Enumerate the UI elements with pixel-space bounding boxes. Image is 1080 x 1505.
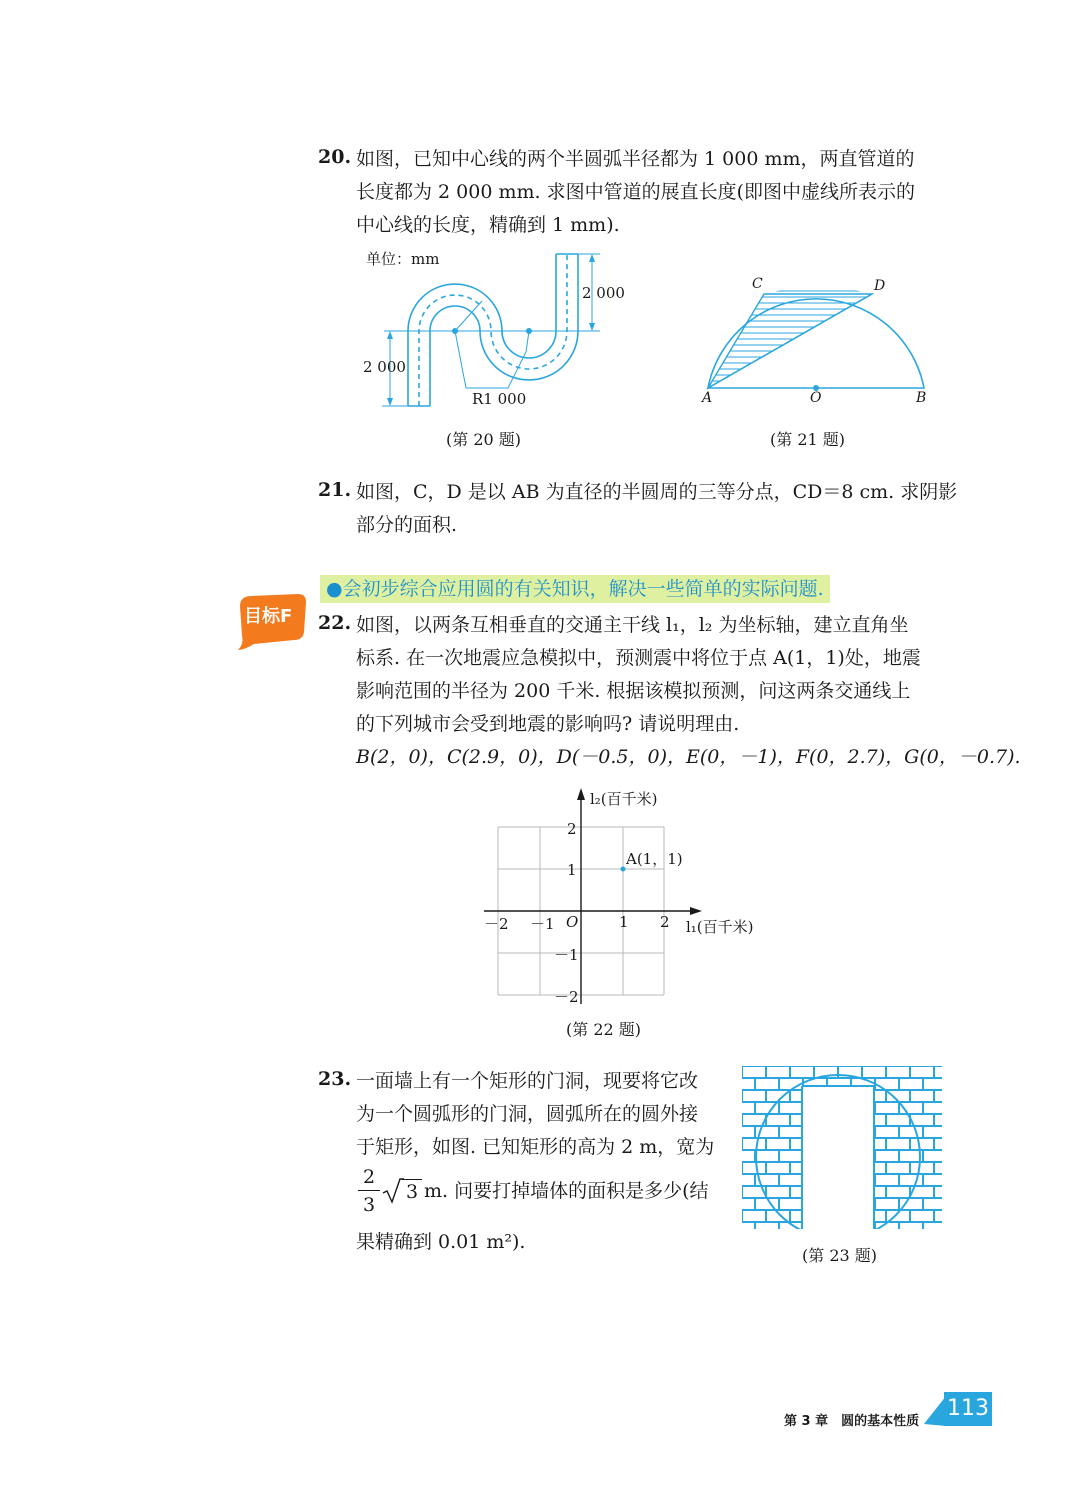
q22-points-line: B(2，0)，C(2.9，0)，D(－0.5，0)，E(0，－1)，F(0，2.7)，G(0，－0.7). [356, 746, 1021, 768]
q23-wall-figure [742, 1066, 942, 1229]
q23-line4 [356, 1166, 731, 1218]
q23-number: 23. [318, 1068, 352, 1090]
x-tick-label: －2 [484, 915, 509, 933]
brick [743, 1067, 765, 1077]
brick [935, 1187, 942, 1197]
brick [876, 1151, 898, 1161]
brick [935, 1091, 942, 1101]
brick [767, 1091, 789, 1101]
brick [743, 1091, 765, 1101]
badge-text: 目标F [244, 606, 293, 627]
dim-top-label: 2 000 [582, 284, 625, 302]
dim-left-label: 2 000 [363, 358, 406, 376]
brick [887, 1067, 909, 1077]
brick [900, 1175, 922, 1185]
page-tab-icon [924, 1396, 946, 1426]
brick [887, 1139, 909, 1149]
brick [887, 1091, 909, 1101]
brick [876, 1103, 898, 1113]
brick-wall-drawing [742, 1066, 942, 1229]
brick [887, 1163, 909, 1173]
y-tick-label: －2 [554, 988, 579, 1006]
q21-semicircle-figure [690, 270, 950, 415]
brick [743, 1211, 765, 1221]
q20-number: 20. [318, 146, 352, 168]
fraction-numerator: 2 [362, 1166, 376, 1188]
brick [900, 1223, 922, 1229]
brick [900, 1079, 922, 1089]
brick [780, 1199, 802, 1209]
q21-text [356, 476, 958, 542]
brick [911, 1163, 933, 1173]
q20-line: 中心线的长度，精确到 1 mm). [356, 214, 620, 236]
chapter-title: 第 3 章 圆的基本性质 [784, 1414, 920, 1429]
sqrt-icon [382, 1178, 404, 1204]
q22-line: 的下列城市会受到地震的影响吗? 请说明理由. [356, 713, 740, 735]
radius-label: R1 000 [472, 390, 527, 408]
brick [767, 1163, 789, 1173]
brick [791, 1067, 813, 1077]
brick [780, 1103, 802, 1113]
y-tick-label: －1 [554, 946, 579, 964]
brick [924, 1223, 942, 1229]
q22-number: 22. [318, 612, 352, 634]
point-c-label: C [752, 276, 763, 292]
brick [742, 1079, 754, 1089]
point-a-label: A [702, 390, 713, 406]
brick [924, 1079, 942, 1089]
coordinate-grid [478, 782, 778, 1012]
brick [876, 1175, 898, 1185]
origin-label: O [566, 913, 579, 931]
brick [935, 1211, 942, 1221]
x-tick-label: 1 [619, 913, 629, 931]
q20-line: 长度都为 2 000 mm. 求图中管道的展直长度(即图中虚线所表示的 [356, 181, 915, 203]
brick [742, 1199, 754, 1209]
brick [863, 1067, 885, 1077]
q22-line: 标系. 在一次地震应急模拟中，预测震中将位于点 A(1，1)处，地震 [356, 647, 921, 669]
sqrt-argument: 3 [402, 1179, 422, 1204]
x-tick-label: 2 [660, 913, 670, 931]
brick [935, 1115, 942, 1125]
brick [742, 1223, 754, 1229]
brick [780, 1127, 802, 1137]
q23-line4-rest: m. 问要打掉墙体的面积是多少(结 [424, 1180, 709, 1202]
brick [911, 1115, 933, 1125]
brick [756, 1151, 778, 1161]
brick [900, 1151, 922, 1161]
point-b-label: B [916, 390, 927, 406]
brick [756, 1079, 778, 1089]
fraction-denominator: 3 [362, 1194, 376, 1216]
brick [743, 1139, 765, 1149]
q21-number: 21. [318, 479, 352, 501]
brick [756, 1199, 778, 1209]
brick [780, 1175, 802, 1185]
page-number: 113 [944, 1392, 992, 1426]
brick [887, 1187, 909, 1197]
point-o-label: O [810, 390, 822, 406]
point-a-label: A(1，1) [626, 850, 683, 868]
brick [767, 1067, 789, 1077]
brick [780, 1151, 802, 1161]
brick [924, 1127, 942, 1137]
brick [876, 1127, 898, 1137]
brick [911, 1139, 933, 1149]
brick [887, 1115, 909, 1125]
q20-text [356, 143, 946, 242]
q23-text [356, 1065, 731, 1164]
q22-coordinate-figure [478, 782, 778, 1012]
brick [935, 1163, 942, 1173]
brick [924, 1103, 942, 1113]
brick [935, 1139, 942, 1149]
brick [742, 1151, 754, 1161]
brick [756, 1223, 778, 1229]
q23-line: 为一个圆弧形的门洞，圆弧所在的圆外接 [356, 1103, 699, 1125]
q21-line: 如图，C，D 是以 AB 为直径的半圆周的三等分点，CD＝8 cm. 求阴影 [356, 481, 958, 503]
brick [742, 1103, 754, 1113]
y-tick-label: 1 [567, 861, 577, 879]
x-axis-label: l₁(百千米) [686, 918, 754, 936]
brick [876, 1199, 898, 1209]
brick [924, 1199, 942, 1209]
q23-caption: (第 23 题) [802, 1246, 878, 1265]
brick [924, 1151, 942, 1161]
q23-line5-wrap [356, 1226, 731, 1259]
unit-label: 单位：mm [366, 250, 440, 268]
brick [743, 1115, 765, 1125]
goal-banner: ●会初步综合应用圆的有关知识，解决一些简单的实际问题. [320, 575, 830, 603]
q22-caption: (第 22 题) [566, 1020, 642, 1039]
q23-line: 于矩形，如图. 已知矩形的高为 2 m，宽为 [356, 1136, 715, 1158]
q20-pipe-figure [360, 246, 640, 416]
q22-line: 影响范围的半径为 200 千米. 根据该模拟预测，问这两条交通线上 [356, 680, 911, 702]
brick [900, 1127, 922, 1137]
brick [911, 1067, 933, 1077]
goal-badge [236, 592, 308, 644]
q20-caption: (第 20 题) [446, 430, 522, 449]
brick [767, 1115, 789, 1125]
q22-text [356, 609, 1021, 774]
brick [767, 1187, 789, 1197]
y-tick-label: 2 [567, 820, 577, 838]
q21-caption: (第 21 题) [770, 430, 846, 449]
q21-line: 部分的面积. [356, 514, 458, 536]
brick [924, 1175, 942, 1185]
x-tick-label: －1 [530, 915, 555, 933]
brick [876, 1079, 898, 1089]
brick [743, 1163, 765, 1173]
q23-line: 一面墙上有一个矩形的门洞，现要将它改 [356, 1070, 699, 1092]
brick [911, 1211, 933, 1221]
brick [742, 1127, 754, 1137]
y-axis-label: l₂(百千米) [590, 790, 658, 808]
brick [742, 1175, 754, 1185]
brick [911, 1091, 933, 1101]
point-d-label: D [874, 278, 886, 294]
fraction-bar [358, 1190, 380, 1191]
q23-line5: 果精确到 0.01 m²). [356, 1231, 526, 1253]
brick [767, 1139, 789, 1149]
q20-line: 如图，已知中心线的两个半圆弧半径都为 1 000 mm，两直管道的 [356, 148, 915, 170]
brick [935, 1067, 942, 1077]
q22-line: 如图，以两条互相垂直的交通主干线 l₁，l₂ 为坐标轴，建立直角坐 [356, 614, 909, 636]
